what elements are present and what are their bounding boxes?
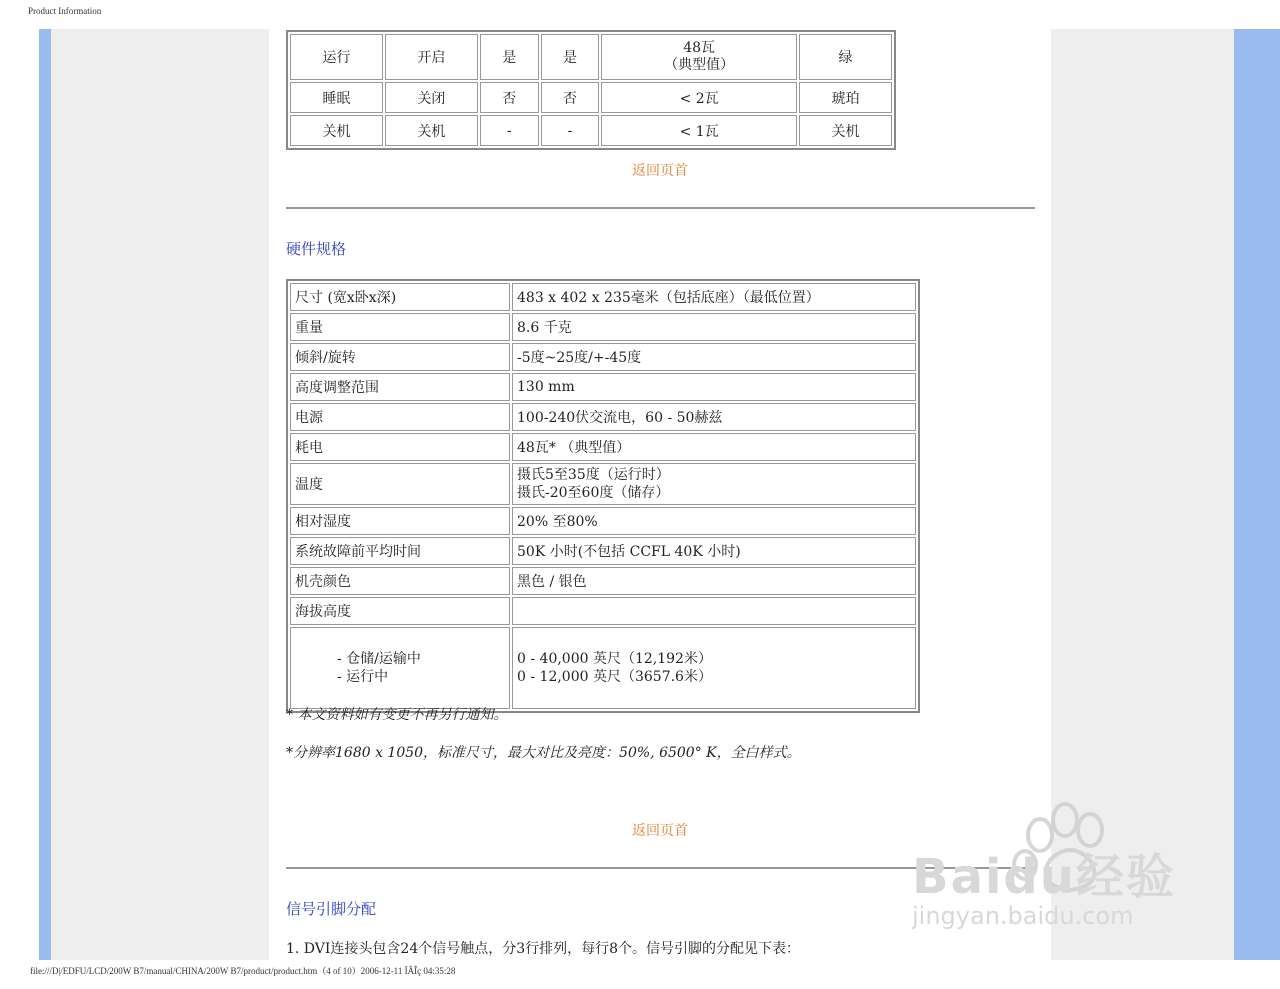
baidu-watermark: [900, 790, 1220, 950]
table-cell: 关机: [290, 115, 383, 146]
table-row: [290, 433, 916, 461]
right-blue-strip: [1234, 29, 1280, 960]
spec-value: 100-240伏交流电，60 - 50赫兹: [512, 403, 916, 431]
table-row: [290, 597, 916, 625]
table-cell: 绿: [799, 34, 892, 80]
table-cell: 否: [541, 82, 600, 113]
spec-value: 0 - 40,000 英尺（12,192米） 0 - 12,000 英尺（3657.6米）: [512, 627, 916, 709]
table-cell: -: [541, 115, 600, 146]
table-cell: -: [480, 115, 539, 146]
signal-pin-heading: 信号引脚分配: [286, 900, 377, 918]
table-row: [290, 403, 916, 431]
spec-value: [512, 597, 916, 625]
spec-label: [290, 627, 510, 709]
spec-label: 温度: [290, 463, 510, 505]
table-cell: 运行: [290, 34, 383, 80]
spec-label: 高度调整范围: [290, 373, 510, 401]
table-cell: 睡眠: [290, 82, 383, 113]
spec-value: 摄氏5至35度（运行时） 摄氏-20至60度（储存）: [512, 463, 916, 505]
table-cell: 关闭: [385, 82, 478, 113]
table-row: [290, 373, 916, 401]
back-to-top-link[interactable]: 返回页首: [632, 823, 688, 839]
table-cell: 琥珀: [799, 82, 892, 113]
table-cell: 否: [480, 82, 539, 113]
table-row: [290, 115, 892, 146]
table-row: [290, 463, 916, 505]
spec-label: 相对湿度: [290, 507, 510, 535]
spec-value: 8.6 千克: [512, 313, 916, 341]
divider: [286, 207, 1035, 209]
table-row: [290, 537, 916, 565]
spec-label: 海拔高度: [290, 597, 510, 625]
back-to-top-link[interactable]: 返回页首: [632, 163, 688, 179]
spec-value: 20% 至80%: [512, 507, 916, 535]
table-cell: < 1瓦: [601, 115, 797, 146]
hardware-spec-table: [286, 279, 920, 713]
spec-label: 重量: [290, 313, 510, 341]
table-row: [290, 283, 916, 311]
table-row: [290, 627, 916, 709]
table-cell: 关机: [385, 115, 478, 146]
table-row: [290, 507, 916, 535]
signal-pin-paragraph: 1. DVI连接头包含24个信号触点，分3行排列，每行8个。信号引脚的分配见下表：: [286, 941, 801, 957]
table-cell: < 2瓦: [601, 82, 797, 113]
left-gray-panel: [51, 29, 269, 960]
spec-label: 电源: [290, 403, 510, 431]
table-row: [290, 343, 916, 371]
table-cell: 是: [480, 34, 539, 80]
power-management-table: [286, 30, 896, 150]
table-cell: 是: [541, 34, 600, 80]
left-blue-strip: [39, 29, 51, 960]
table-cell: 开启: [385, 34, 478, 80]
spec-value: 50K 小时(不包括 CCFL 40K 小时): [512, 537, 916, 565]
table-row: [290, 34, 892, 80]
table-cell: 关机: [799, 115, 892, 146]
spec-value: 黑色 / 银色: [512, 567, 916, 595]
resolution-note: *分辨率1680 x 1050，标准尺寸，最大对比及亮度：50%, 6500° K，全白样式。: [286, 745, 801, 761]
altitude-sub-labels: - 仓储/运输中 - 运行中: [337, 651, 421, 685]
spec-value: 48瓦* （典型值）: [512, 433, 916, 461]
table-row: [290, 82, 892, 113]
header-title: Product Information: [28, 6, 102, 16]
watermark-url: jingyan.baidu.com: [912, 902, 1134, 930]
spec-label: 系统故障前平均时间: [290, 537, 510, 565]
watermark-brand: Baidu经验: [912, 849, 1176, 905]
disclaimer-note: * 本文资料如有变更不再另行通知。: [286, 707, 508, 723]
spec-value: 130 mm: [512, 373, 916, 401]
table-row: [290, 567, 916, 595]
spec-label: 尺寸 (宽x卧x深): [290, 283, 510, 311]
spec-label: 机壳颜色: [290, 567, 510, 595]
hardware-spec-heading: 硬件规格: [286, 240, 347, 258]
spec-label: 耗电: [290, 433, 510, 461]
table-cell: 48瓦 （典型值）: [601, 34, 797, 80]
footer-path: file:///D|/EDFU/LCD/200W B7/manual/CHINA/200W B7/product/product.htm（4 of 10）2006-12-11 ÏÂÎç 04:35:28: [30, 966, 456, 976]
spec-value: -5度~25度/+-45度: [512, 343, 916, 371]
spec-value: 483 x 402 x 235毫米（包括底座）（最低位置）: [512, 283, 916, 311]
table-row: [290, 313, 916, 341]
spec-label: 倾斜/旋转: [290, 343, 510, 371]
